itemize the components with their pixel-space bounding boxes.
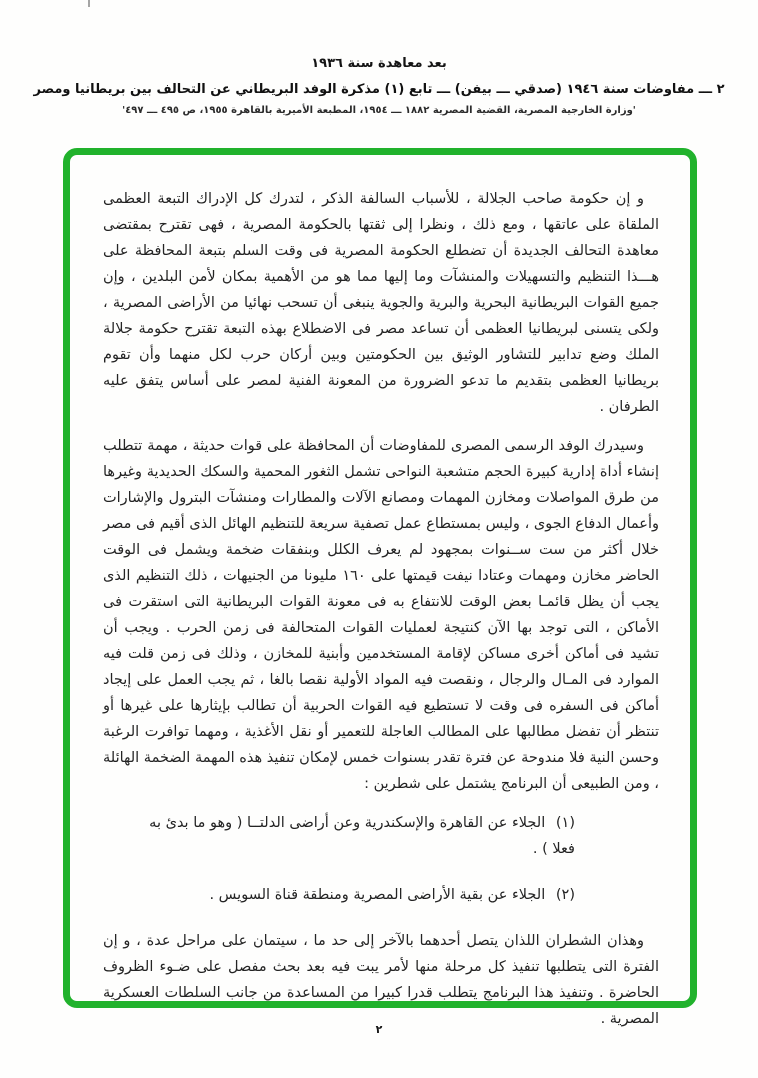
list-item-number: (١) <box>555 815 575 831</box>
document-body <box>70 155 690 1027</box>
green-border-frame <box>63 148 697 1027</box>
body-paragraph-3: وهذان الشطران اللذان يتصل أحدهما بالآخر إلى حد ما ، سيتمان على مراحل عدة ، و إن الفترة التى يتطلبها تنفيذ كل مرحلة منها لأمر يبت فيه بعد بحث مفصل على ضـوء الظروف الحاضرة . وتنفيذ هذا البرنامج يتطلب قدرا كبيرا من المساعدة من جانب السلطات العسكرية المصرية . <box>103 933 659 1027</box>
header-source-citation: 'وزارة الخارجية المصرية، القضية المصرية ١٨٨٢ ـــ ١٩٥٤، المطبعة الأميرية بالقاهرة ١٩٥٥، ص ٤٩٥ ـــ ٤٩٧' <box>122 105 636 116</box>
list-item <box>143 810 575 862</box>
list-item <box>143 882 575 908</box>
body-paragraph-1: و إن حكومة صاحب الجلالة ، للأسباب السالفة الذكر ، لتدرك كل الإدراك التبعة العظمى الملقاة على عاتقها ، ومع ذلك ، ونظرا إلى ثقتها بالحكومة المصرية ، فهى تقترح بمقتضى معاهدة التحالف الجديدة أن تضطلع الحكومة المصرية فى وقت السلم بتبعة المحافظة على هـــذا التنظيم والتسهيلات والمنشآت وما إليها مما هو من الأهمية بمكان لأمن البلدين ، وإن جميع القوات البريطانية البحرية والبرية والجوية ينبغى أن تسحب نهائيا من الأراضى المصرية ، ولكى يتسنى لبريطانيا العظمى أن تساعد مصر فى الاضطلاع بهذه التبعة تقترح حكومة جلالة الملك وضع تدابير للتشاور الوثيق بين الحكومتين وبين أركان حرب لكل منهما وأن تقوم بريطانيا العظمى بتقديم ما تدعو الضرورة من المعونة الفنية لمصر على أساس يتفق عليه الطرفان . <box>103 191 659 415</box>
numbered-list <box>143 810 575 908</box>
page-footer <box>0 1023 758 1036</box>
list-item-text: الجلاء عن القاهرة والإسكندرية وعن أراضى الدلتــا ( وهو ما بدئ به فعلا ) . <box>149 815 575 857</box>
scan-artifact-tick <box>88 0 90 7</box>
header-section-title: بعد معاهدة سنة ١٩٣٦ <box>311 56 447 71</box>
list-item-number: (٢) <box>555 887 575 903</box>
list-item-text: الجلاء عن بقية الأراضى المصرية ومنطقة قناة السويس . <box>209 887 546 903</box>
header-document-title: ٢ ـــ مفاوضات سنة ١٩٤٦ (صدقي ـــ بيفن) ـــ تابع (١) مذكرة الوفد البريطاني عن التحالف بين بريطانيا ومصر <box>33 82 725 97</box>
body-paragraph-2: وسيدرك الوفد الرسمى المصرى للمفاوضات أن المحافظة على قوات حديثة ، مهمة تتطلب إنشاء أداة إدارية كبيرة الحجم متشعبة النواحى تشمل الثغور المحمية والسكك الحديدية وغيرها من طرق المواصلات ومخازن المهمات ومصانع الآلات والمطارات ومنشآت البترول والإشارات وأعمال الدفاع الجوى ، وليس بمستطاع عمل تصفية سريعة للتنظيم الهائل الذى أقيم فى مصر خلال أكثر من ست ســنوات بمجهود لم يعرف الكلل وبنفقات ضخمة ويشمل فى الوقت الحاضر مخازن ومهمات وعتادا نيفت قيمتها على ١٦٠ مليونا من الجنيهات ، ذلك التنظيم الذى يجب أن يظل قائمـا بعض الوقت للانتفاع به فى معونة القوات البريطانية التى استقرت فى الأماكن ، التى توجد بها الآن كنتيجة لعمليات القوات المتحالفة فى زمن الحرب . ويجب أن تشيد فى أماكن أخرى مساكن لإقامة المستخدمين وأبنية للمخازن ، وذلك فى زمن قلت فيه الموارد فى المـال والرجال ، ونقصت فيه المواد الأولية نقصا بالغا ، ثم يجب العمل على إيجاد أماكن فى السفره فى وقت لا تستطيع فيه القوات الحربية أن تطالب بإيثارها على غيرها أو تنتظر أن تفضل مطالبها على المطالب العاجلة للتعمير أو نقل الأغذية ، ومهما توافرت الرغبة وحسن النية فلا مندوحة عن فترة تقدر بسنوات خمس لإمكان تنفيذ هذه المهمة الضخمة الهائلة ، ومن الطبيعى أن البرنامج يشتمل على شطرين : <box>103 438 659 792</box>
page-number: ٢ <box>375 1023 383 1036</box>
document-header <box>0 56 758 116</box>
